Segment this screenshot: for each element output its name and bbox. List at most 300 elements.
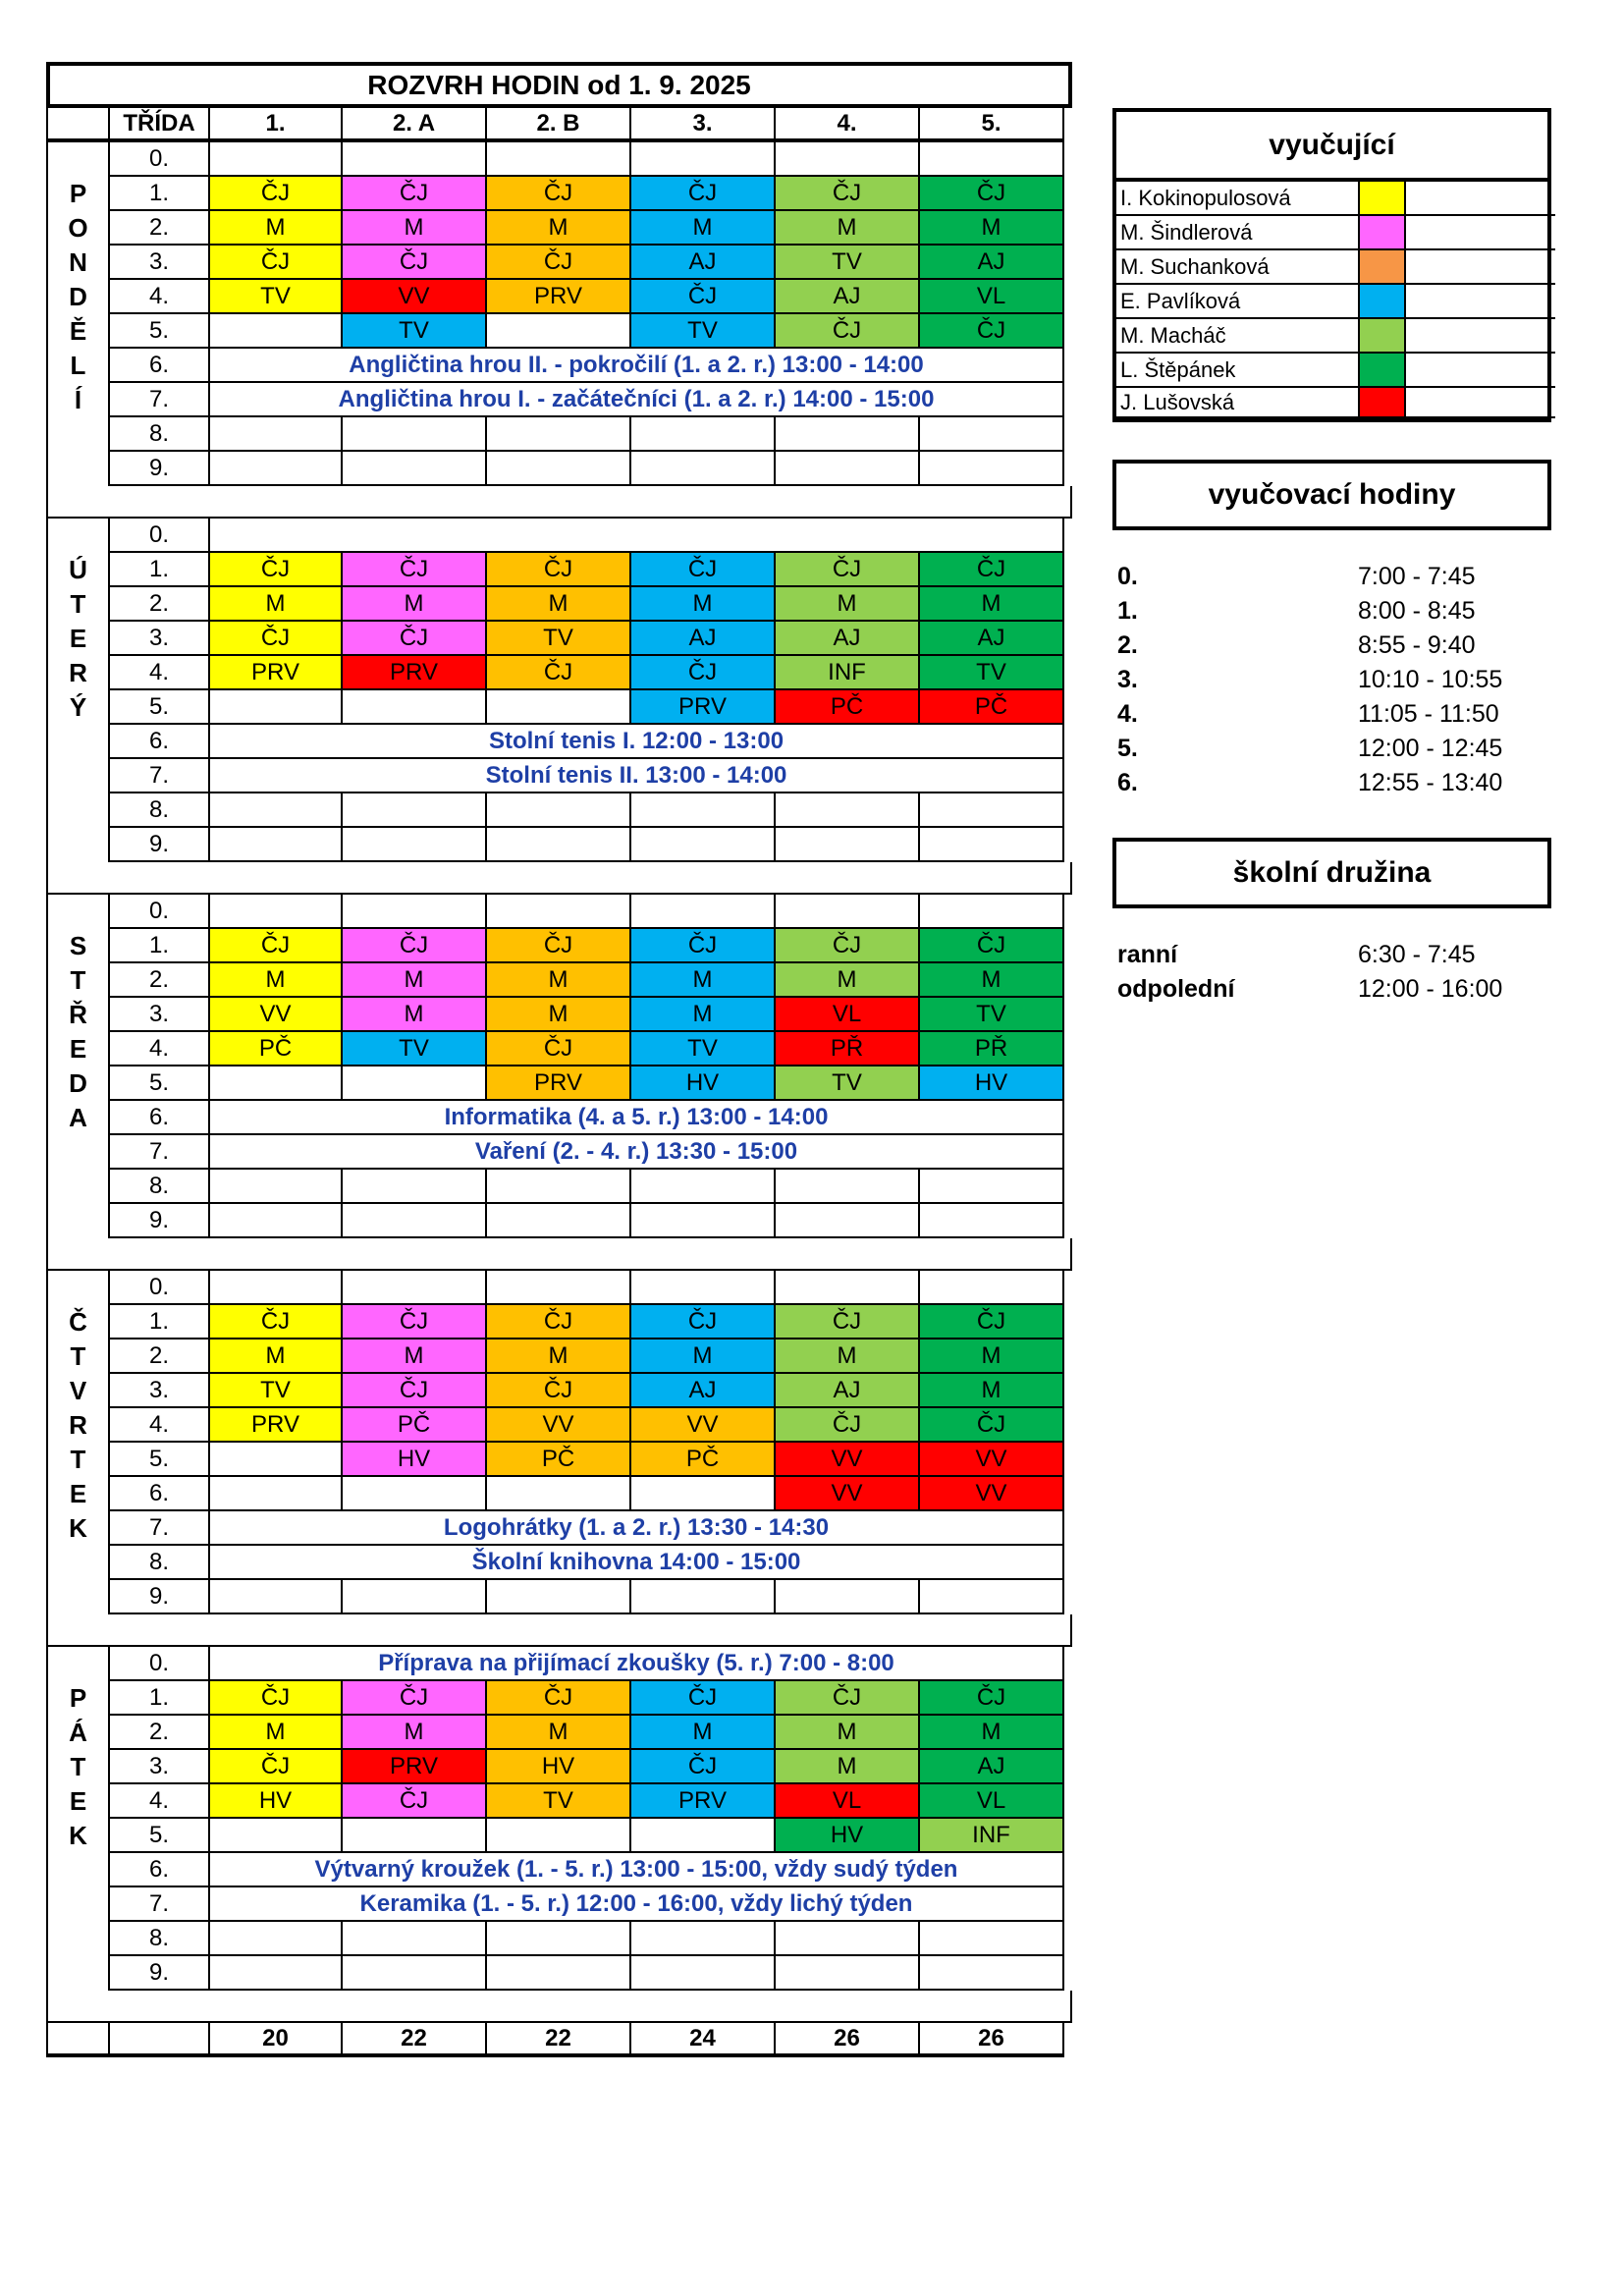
day-letter: N — [69, 247, 87, 277]
lesson-number: 5. — [110, 1066, 210, 1101]
subject-cell — [631, 1477, 776, 1511]
teacher-color-swatch — [1360, 388, 1406, 418]
subject-cell — [210, 417, 343, 452]
teacher-row — [1112, 388, 1551, 422]
teacher-extra — [1406, 388, 1555, 418]
subject-cell: TV — [776, 246, 920, 280]
lesson-row — [46, 1443, 1072, 1477]
subject-cell: VV — [920, 1443, 1064, 1477]
subject-cell: ČJ — [343, 1305, 487, 1339]
subject-cell: M — [210, 1339, 343, 1374]
lesson-number: 1. — [110, 553, 210, 587]
subject-cell: PRV — [487, 280, 631, 314]
subject-cell: ČJ — [487, 177, 631, 211]
lesson-number: 0. — [110, 142, 210, 177]
lesson-number: 3. — [110, 1374, 210, 1408]
lesson-number: 6. — [110, 349, 210, 383]
day-letter: A — [69, 1103, 87, 1132]
subject-cell — [210, 895, 343, 929]
subject-cell: ČJ — [631, 929, 776, 963]
day-letter: T — [70, 965, 86, 995]
lesson-number: 9. — [110, 1580, 210, 1614]
subject-cell — [210, 1477, 343, 1511]
subject-cell: VV — [210, 998, 343, 1032]
hour-number: 1. — [1117, 597, 1138, 625]
subject-cell: TV — [920, 998, 1064, 1032]
lesson-row — [46, 1305, 1072, 1339]
lesson-row — [46, 656, 1072, 690]
activity-cell: Keramika (1. - 5. r.) 12:00 - 16:00, vždy lichý týden — [210, 1887, 1064, 1922]
day-letter: L — [70, 351, 86, 380]
totals-label — [110, 2023, 210, 2057]
days-container — [46, 142, 1072, 2023]
teacher-name: J. Lušovská — [1116, 388, 1360, 418]
day-letter: Ě — [69, 316, 87, 346]
subject-cell: ČJ — [776, 1305, 920, 1339]
subject-cell: PRV — [343, 656, 487, 690]
day-letter: Á — [69, 1718, 87, 1747]
day-letter: Ý — [69, 692, 87, 722]
day-block — [46, 1271, 1072, 1614]
lesson-row — [46, 963, 1072, 998]
subject-cell: AJ — [776, 280, 920, 314]
teacher-name: M. Šindlerová — [1116, 216, 1360, 250]
day-letter: T — [70, 1341, 86, 1371]
activity-cell: Logohrátky (1. a 2. r.) 13:30 - 14:30 — [210, 1511, 1064, 1546]
lesson-number: 4. — [110, 1032, 210, 1066]
subject-cell — [920, 142, 1064, 177]
schedule-table — [46, 62, 1072, 2057]
subject-cell: ČJ — [343, 929, 487, 963]
lesson-row — [46, 895, 1072, 929]
subject-cell — [487, 690, 631, 725]
lesson-row — [46, 1956, 1072, 1991]
subject-cell: M — [343, 963, 487, 998]
day-separator — [46, 486, 1072, 519]
subject-cell: M — [776, 587, 920, 622]
lesson-number: 2. — [110, 587, 210, 622]
hours-title: vyučovací hodiny — [1112, 460, 1551, 530]
activity-cell: Stolní tenis I. 12:00 - 13:00 — [210, 725, 1064, 759]
subject-cell — [631, 1170, 776, 1204]
subject-cell: ČJ — [343, 246, 487, 280]
subject-cell: HV — [776, 1819, 920, 1853]
totals-row — [46, 2023, 1072, 2057]
subject-cell: ČJ — [920, 1408, 1064, 1443]
day-letter: R — [69, 658, 87, 687]
subject-cell — [487, 452, 631, 486]
teacher-extra — [1406, 182, 1555, 216]
subject-cell — [776, 142, 920, 177]
subject-cell — [210, 1819, 343, 1853]
day-block — [46, 519, 1072, 862]
lesson-row — [46, 1066, 1072, 1101]
header-row — [46, 108, 1072, 142]
day-block — [46, 1647, 1072, 1991]
activity-cell — [210, 519, 1064, 553]
lesson-number: 7. — [110, 1135, 210, 1170]
header-cell: 3. — [631, 108, 776, 142]
hour-number: 2. — [1117, 631, 1138, 659]
subject-cell — [343, 895, 487, 929]
subject-cell: TV — [631, 1032, 776, 1066]
subject-cell: AJ — [920, 622, 1064, 656]
lesson-number: 3. — [110, 246, 210, 280]
subject-cell — [920, 1271, 1064, 1305]
subject-cell — [487, 1819, 631, 1853]
subject-cell: M — [487, 587, 631, 622]
lesson-row — [46, 1580, 1072, 1614]
subject-cell — [487, 1204, 631, 1238]
subject-cell — [343, 1956, 487, 1991]
teacher-color-swatch — [1360, 182, 1406, 216]
subject-cell — [920, 1922, 1064, 1956]
subject-cell: INF — [920, 1819, 1064, 1853]
subject-cell — [776, 1580, 920, 1614]
subject-cell: M — [631, 998, 776, 1032]
subject-cell — [210, 142, 343, 177]
header-cell: 2. A — [343, 108, 487, 142]
lesson-row — [46, 1853, 1072, 1887]
lesson-row — [46, 519, 1072, 553]
lesson-number: 9. — [110, 1956, 210, 1991]
subject-cell: PRV — [631, 690, 776, 725]
lesson-number: 9. — [110, 828, 210, 862]
day-name — [46, 142, 110, 486]
teacher-color-swatch — [1360, 319, 1406, 354]
lesson-row — [46, 1271, 1072, 1305]
subject-cell: ČJ — [487, 1032, 631, 1066]
day-name — [46, 519, 110, 862]
subject-cell: M — [487, 1716, 631, 1750]
activity-cell: Informatika (4. a 5. r.) 13:00 - 14:00 — [210, 1101, 1064, 1135]
subject-cell — [487, 895, 631, 929]
lesson-row — [46, 1647, 1072, 1681]
lesson-row — [46, 1101, 1072, 1135]
subject-cell: VL — [776, 998, 920, 1032]
day-letter: V — [69, 1376, 87, 1405]
subject-cell: PRV — [631, 1784, 776, 1819]
lesson-number: 7. — [110, 1887, 210, 1922]
lesson-row — [46, 349, 1072, 383]
lesson-number: 4. — [110, 280, 210, 314]
subject-cell: PČ — [210, 1032, 343, 1066]
subject-cell: AJ — [776, 1374, 920, 1408]
subject-cell — [210, 1922, 343, 1956]
subject-cell: ČJ — [631, 1305, 776, 1339]
subject-cell: INF — [776, 656, 920, 690]
subject-cell: ČJ — [210, 246, 343, 280]
druzina-list — [1112, 938, 1551, 1007]
lesson-number: 7. — [110, 383, 210, 417]
subject-cell: TV — [920, 656, 1064, 690]
lesson-number: 8. — [110, 417, 210, 452]
lesson-number: 4. — [110, 1408, 210, 1443]
subject-cell — [487, 314, 631, 349]
subject-cell — [920, 452, 1064, 486]
subject-cell: ČJ — [631, 177, 776, 211]
druzina-row — [1112, 938, 1551, 972]
hour-time: 12:55 - 13:40 — [1358, 769, 1503, 796]
subject-cell: ČJ — [776, 314, 920, 349]
subject-cell: HV — [487, 1750, 631, 1784]
activity-cell: Školní knihovna 14:00 - 15:00 — [210, 1546, 1064, 1580]
lesson-row — [46, 1374, 1072, 1408]
subject-cell: TV — [343, 1032, 487, 1066]
lesson-row — [46, 929, 1072, 963]
subject-cell — [487, 1956, 631, 1991]
subject-cell: M — [343, 1716, 487, 1750]
subject-cell: ČJ — [776, 177, 920, 211]
teacher-extra — [1406, 354, 1555, 388]
subject-cell: ČJ — [210, 177, 343, 211]
lesson-row — [46, 280, 1072, 314]
teacher-row — [1112, 354, 1551, 388]
lesson-number: 6. — [110, 1853, 210, 1887]
subject-cell — [343, 690, 487, 725]
lesson-row — [46, 587, 1072, 622]
lesson-row — [46, 725, 1072, 759]
hour-row — [1112, 629, 1551, 663]
subject-cell: VV — [487, 1408, 631, 1443]
subject-cell: M — [343, 211, 487, 246]
lesson-number: 5. — [110, 314, 210, 349]
day-letter: T — [70, 1752, 86, 1781]
subject-cell — [343, 452, 487, 486]
subject-cell: PRV — [343, 1750, 487, 1784]
day-block — [46, 142, 1072, 486]
lesson-number: 8. — [110, 1922, 210, 1956]
subject-cell: AJ — [631, 622, 776, 656]
teacher-name: E. Pavlíková — [1116, 285, 1360, 319]
subject-cell — [631, 1956, 776, 1991]
subject-cell — [776, 1922, 920, 1956]
day-letter: O — [68, 213, 88, 243]
lesson-row — [46, 1750, 1072, 1784]
subject-cell — [920, 895, 1064, 929]
subject-cell: M — [920, 963, 1064, 998]
subject-cell — [776, 1956, 920, 1991]
subject-cell: HV — [210, 1784, 343, 1819]
subject-cell: PČ — [920, 690, 1064, 725]
schedule-title: ROZVRH HODIN od 1. 9. 2025 — [46, 62, 1072, 108]
subject-cell: VV — [776, 1477, 920, 1511]
hour-time: 8:00 - 8:45 — [1358, 597, 1476, 625]
teacher-row — [1112, 319, 1551, 354]
subject-cell — [631, 1819, 776, 1853]
subject-cell — [776, 452, 920, 486]
subject-cell — [631, 1922, 776, 1956]
subject-cell — [631, 1580, 776, 1614]
lesson-number: 0. — [110, 895, 210, 929]
druzina-row — [1112, 972, 1551, 1007]
subject-cell — [776, 1204, 920, 1238]
hour-row — [1112, 560, 1551, 594]
teacher-extra — [1406, 250, 1555, 285]
lesson-row — [46, 1204, 1072, 1238]
subject-cell: M — [487, 1339, 631, 1374]
subject-cell — [631, 1271, 776, 1305]
subject-cell — [920, 417, 1064, 452]
druzina-time: 12:00 - 16:00 — [1358, 975, 1503, 1003]
header-corner — [46, 108, 110, 142]
subject-cell: ČJ — [487, 1374, 631, 1408]
day-letter: T — [70, 589, 86, 619]
lesson-row — [46, 1819, 1072, 1853]
subject-cell — [210, 1066, 343, 1101]
hour-number: 0. — [1117, 563, 1138, 590]
subject-cell: ČJ — [631, 553, 776, 587]
subject-cell: M — [631, 587, 776, 622]
subject-cell: VL — [920, 1784, 1064, 1819]
subject-cell: ČJ — [631, 1681, 776, 1716]
subject-cell: ČJ — [776, 1408, 920, 1443]
hour-row — [1112, 766, 1551, 800]
subject-cell — [343, 1066, 487, 1101]
activity-cell: Angličtina hrou I. - začátečníci (1. a 2. r.) 14:00 - 15:00 — [210, 383, 1064, 417]
druzina-label: odpolední — [1117, 975, 1235, 1003]
lesson-number: 3. — [110, 998, 210, 1032]
day-letter: K — [69, 1513, 87, 1543]
activity-cell: Stolní tenis II. 13:00 - 14:00 — [210, 759, 1064, 793]
subject-cell: ČJ — [210, 1305, 343, 1339]
druzina-time: 6:30 - 7:45 — [1358, 941, 1476, 968]
subject-cell — [343, 1477, 487, 1511]
subject-cell: PRV — [210, 656, 343, 690]
subject-cell: TV — [631, 314, 776, 349]
subject-cell: ČJ — [210, 1750, 343, 1784]
lesson-row — [46, 793, 1072, 828]
lesson-number: 1. — [110, 1681, 210, 1716]
subject-cell: ČJ — [776, 929, 920, 963]
total-cell: 20 — [210, 2023, 343, 2057]
subject-cell: ČJ — [210, 553, 343, 587]
lesson-number: 9. — [110, 1204, 210, 1238]
subject-cell: ČJ — [487, 553, 631, 587]
subject-cell: ČJ — [343, 1784, 487, 1819]
lesson-row — [46, 246, 1072, 280]
lesson-number: 5. — [110, 1819, 210, 1853]
subject-cell — [343, 142, 487, 177]
subject-cell — [920, 1170, 1064, 1204]
subject-cell: ČJ — [920, 177, 1064, 211]
subject-cell: HV — [920, 1066, 1064, 1101]
day-letter: P — [69, 1683, 87, 1713]
subject-cell — [487, 417, 631, 452]
subject-cell: M — [776, 1750, 920, 1784]
subject-cell: PRV — [487, 1066, 631, 1101]
lesson-row — [46, 1032, 1072, 1066]
day-block — [46, 895, 1072, 1238]
lesson-row — [46, 1784, 1072, 1819]
day-letter: D — [69, 1068, 87, 1098]
druzina-title: školní družina — [1112, 838, 1551, 908]
subject-cell — [210, 1170, 343, 1204]
day-letter: E — [69, 624, 87, 653]
lesson-row — [46, 1339, 1072, 1374]
subject-cell: ČJ — [343, 1374, 487, 1408]
lesson-number: 2. — [110, 1716, 210, 1750]
subject-cell: M — [776, 211, 920, 246]
lesson-row — [46, 1170, 1072, 1204]
subject-cell: ČJ — [210, 929, 343, 963]
lesson-number: 5. — [110, 1443, 210, 1477]
hour-time: 11:05 - 11:50 — [1358, 700, 1499, 728]
subject-cell — [487, 1271, 631, 1305]
teacher-row — [1112, 285, 1551, 319]
subject-cell — [920, 1204, 1064, 1238]
subject-cell — [487, 1170, 631, 1204]
subject-cell: VV — [920, 1477, 1064, 1511]
subject-cell — [343, 1204, 487, 1238]
day-letter: D — [69, 282, 87, 311]
subject-cell: ČJ — [776, 1681, 920, 1716]
subject-cell: M — [487, 211, 631, 246]
subject-cell: ČJ — [487, 246, 631, 280]
subject-cell: ČJ — [776, 553, 920, 587]
subject-cell: M — [920, 1374, 1064, 1408]
hour-number: 5. — [1117, 735, 1138, 762]
subject-cell: M — [631, 1339, 776, 1374]
subject-cell: ČJ — [920, 314, 1064, 349]
subject-cell: M — [210, 587, 343, 622]
subject-cell — [776, 793, 920, 828]
header-cell: 2. B — [487, 108, 631, 142]
lesson-row — [46, 553, 1072, 587]
subject-cell — [776, 1271, 920, 1305]
subject-cell — [343, 1271, 487, 1305]
day-name — [46, 895, 110, 1238]
teachers-title: vyučující — [1112, 108, 1551, 182]
subject-cell: PČ — [631, 1443, 776, 1477]
lesson-number: 8. — [110, 793, 210, 828]
hour-time: 7:00 - 7:45 — [1358, 563, 1476, 590]
subject-cell: TV — [776, 1066, 920, 1101]
teacher-name: I. Kokinopulosová — [1116, 182, 1360, 216]
subject-cell — [776, 895, 920, 929]
subject-cell: M — [631, 211, 776, 246]
subject-cell — [631, 417, 776, 452]
subject-cell — [920, 828, 1064, 862]
teacher-extra — [1406, 319, 1555, 354]
subject-cell: HV — [631, 1066, 776, 1101]
subject-cell: M — [631, 1716, 776, 1750]
lesson-number: 4. — [110, 656, 210, 690]
lesson-row — [46, 177, 1072, 211]
subject-cell: M — [776, 963, 920, 998]
subject-cell: M — [920, 1339, 1064, 1374]
day-name — [46, 1647, 110, 1991]
lesson-row — [46, 828, 1072, 862]
total-cell: 26 — [776, 2023, 920, 2057]
hour-number: 4. — [1117, 700, 1138, 728]
subject-cell: TV — [210, 280, 343, 314]
day-letter: E — [69, 1479, 87, 1508]
teacher-color-swatch — [1360, 250, 1406, 285]
druzina-label: ranní — [1117, 941, 1178, 968]
subject-cell — [210, 1271, 343, 1305]
hour-row — [1112, 697, 1551, 732]
lesson-row — [46, 1135, 1072, 1170]
subject-cell — [210, 452, 343, 486]
hour-number: 6. — [1117, 769, 1138, 796]
subject-cell — [920, 1956, 1064, 1991]
subject-cell — [343, 1580, 487, 1614]
lesson-number: 1. — [110, 177, 210, 211]
subject-cell: ČJ — [487, 656, 631, 690]
subject-cell: PRV — [210, 1408, 343, 1443]
lesson-number: 1. — [110, 929, 210, 963]
